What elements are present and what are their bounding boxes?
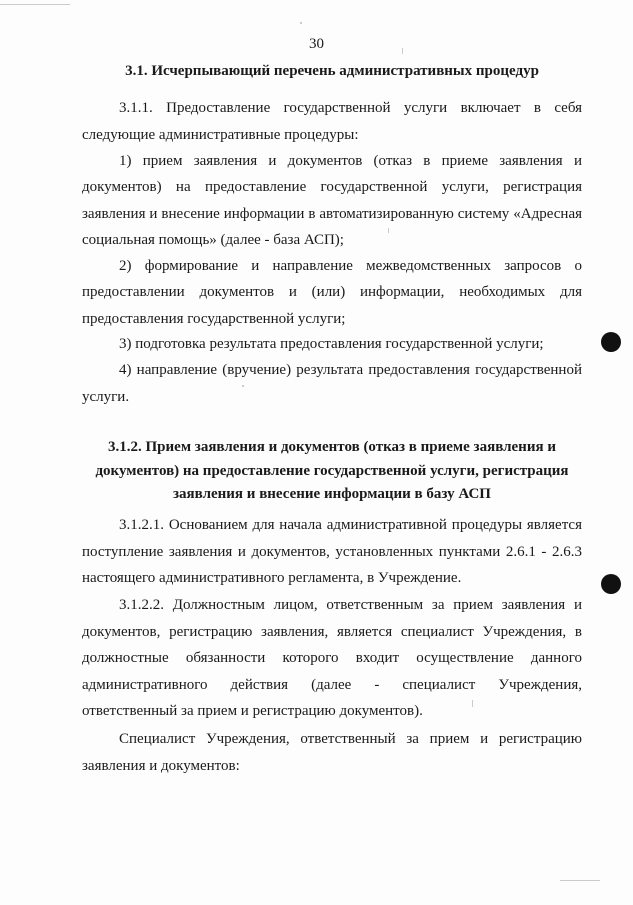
scan-speck <box>242 385 244 387</box>
scan-speck <box>560 880 600 881</box>
page-number: 30 <box>309 36 324 52</box>
list-item-4: 4) направление (вручение) результата предоставления государственной услуги. <box>82 362 582 405</box>
scan-speck <box>300 22 302 24</box>
section-heading: 3.1. Исчерпывающий перечень административных процедур <box>125 63 539 79</box>
paragraph-specialist: Специалист Учреждения, ответственный за прием и регистрацию заявления и документов: <box>82 731 582 774</box>
scan-speck <box>388 228 389 233</box>
list-item-1: 1) прием заявления и документов (отказ в приеме заявления и документов) на предоставление государственной услуги, регистрация заявления и внесение информации в автоматизированную систему «Адресная социальная помощь» (далее - база АСП); <box>82 153 582 248</box>
scan-speck <box>402 48 403 54</box>
punch-hole-mark <box>601 574 621 594</box>
paragraph-3-1-2-2: 3.1.2.2. Должностным лицом, ответственным за прием заявления и документов, регистрацию заявления, является специалист Учреждения, в должностные обязанности которого входит осуществление данного административного действия (далее - специалист Учреждения, ответственный за прием и регистрацию документов). <box>82 597 582 720</box>
subsection-heading: 3.1.2. Прием заявления и документов (отказ в приеме заявления и документов) на предоставление государственной услуги, регистрация заявления и внесение информации в базу АСП <box>95 439 569 502</box>
punch-hole-mark <box>601 332 621 352</box>
paragraph-3-1-1: 3.1.1. Предоставление государственной услуги включает в себя следующие административные процедуры: <box>82 100 582 143</box>
scan-speck <box>472 700 473 707</box>
paragraph-3-1-2-1: 3.1.2.1. Основанием для начала административной процедуры является поступление заявления и документов, установленных пунктами 2.6.1 - 2.6.3 настоящего административного регламента, в Учреждение. <box>82 517 582 587</box>
scan-speck <box>0 4 70 5</box>
list-item-3: 3) подготовка результата предоставления государственной услуги; <box>119 336 544 352</box>
list-item-2: 2) формирование и направление межведомственных запросов о предоставлении документов и (или) информации, необходимых для предоставления государственной услуги; <box>82 258 582 327</box>
